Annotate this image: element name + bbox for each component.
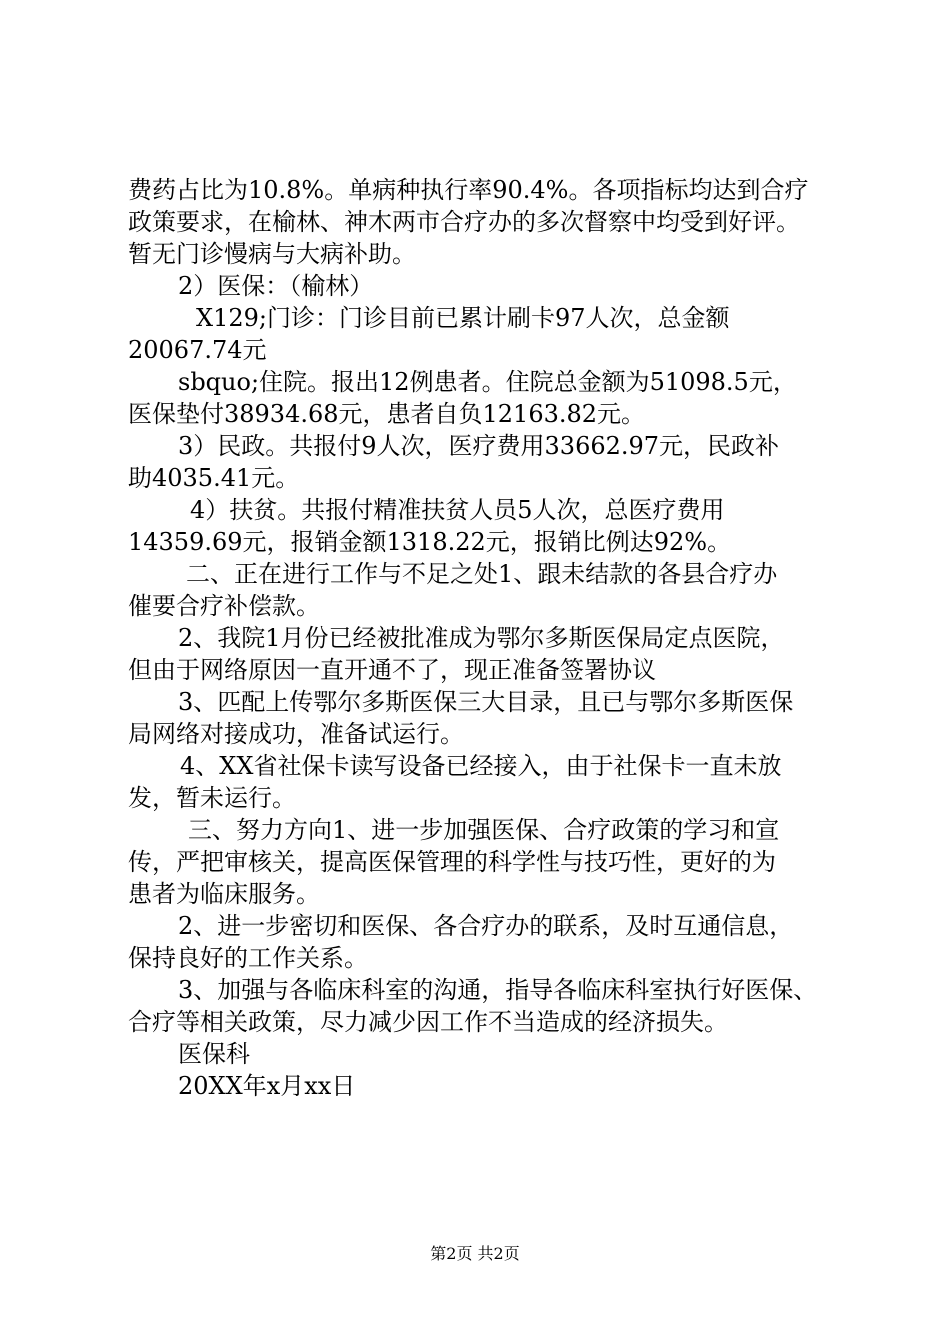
signature-date: 20XX年x月xx日: [178, 1072, 356, 1100]
text-line: 保持良好的工作关系。: [128, 944, 368, 972]
text-line: 合疗等相关政策，尽力减少因工作不当造成的经济损失。: [128, 1008, 728, 1036]
text-line: 局网络对接成功，准备试运行。: [128, 720, 464, 748]
text-line: 传，严把审核关，提高医保管理的科学性与技巧性，更好的为: [128, 848, 776, 876]
text-line: 3、匹配上传鄂尔多斯医保三大目录，且已与鄂尔多斯医保: [178, 688, 794, 716]
text-line: 2、我院1月份已经被批准成为鄂尔多斯医保局定点医院，: [178, 624, 785, 652]
text-line: 催要合疗补偿款。: [128, 592, 320, 620]
text-line: 暂无门诊慢病与大病补助。: [128, 240, 416, 268]
text-line: 14359.69元，报销金额1318.22元，报销比例达92%。: [128, 528, 732, 556]
text-line: 4）扶贫。共报付精准扶贫人员5人次，总医疗费用: [190, 496, 725, 524]
text-line: 二、正在进行工作与不足之处1、跟未结款的各县合疗办: [186, 560, 778, 588]
text-line: 3、加强与各临床科室的沟通，指导各临床科室执行好医保、: [178, 976, 818, 1004]
text-line: 4、XX省社保卡读写设备已经接入，由于社保卡一直未放: [180, 752, 782, 780]
text-line: 患者为临床服务。: [128, 880, 320, 908]
text-line: 助4035.41元。: [128, 464, 300, 492]
text-line: 医保垫付38934.68元，患者自负12163.82元。: [128, 400, 646, 428]
page-number-footer: 第2页 共2页: [430, 1244, 520, 1263]
text-line: 3）民政。共报付9人次，医疗费用33662.97元，民政补: [178, 432, 780, 460]
signature-department: 医保科: [178, 1040, 250, 1068]
text-line: X129;门诊：门诊目前已累计刷卡97人次，总金额: [196, 304, 730, 332]
text-line: 但由于网络原因一直开通不了，现正准备签署协议: [128, 656, 656, 684]
text-line: 费药占比为10.8%。单病种执行率90.4%。各项指标均达到合疗: [128, 176, 809, 204]
document-body: [128, 174, 863, 1102]
text-line: 发，暂未运行。: [128, 784, 296, 812]
text-line: 2、进一步密切和医保、各合疗办的联系，及时互通信息，: [178, 912, 794, 940]
text-line: 三、努力方向1、进一步加强医保、合疗政策的学习和宣: [188, 816, 780, 844]
text-line: sbquo;住院。报出12例患者。住院总金额为51098.5元，: [178, 368, 797, 396]
text-line: 20067.74元: [128, 336, 267, 364]
text-line: 政策要求，在榆林、神木两市合疗办的多次督察中均受到好评。: [128, 208, 800, 236]
text-line: 2）医保：（榆林）: [178, 272, 374, 300]
